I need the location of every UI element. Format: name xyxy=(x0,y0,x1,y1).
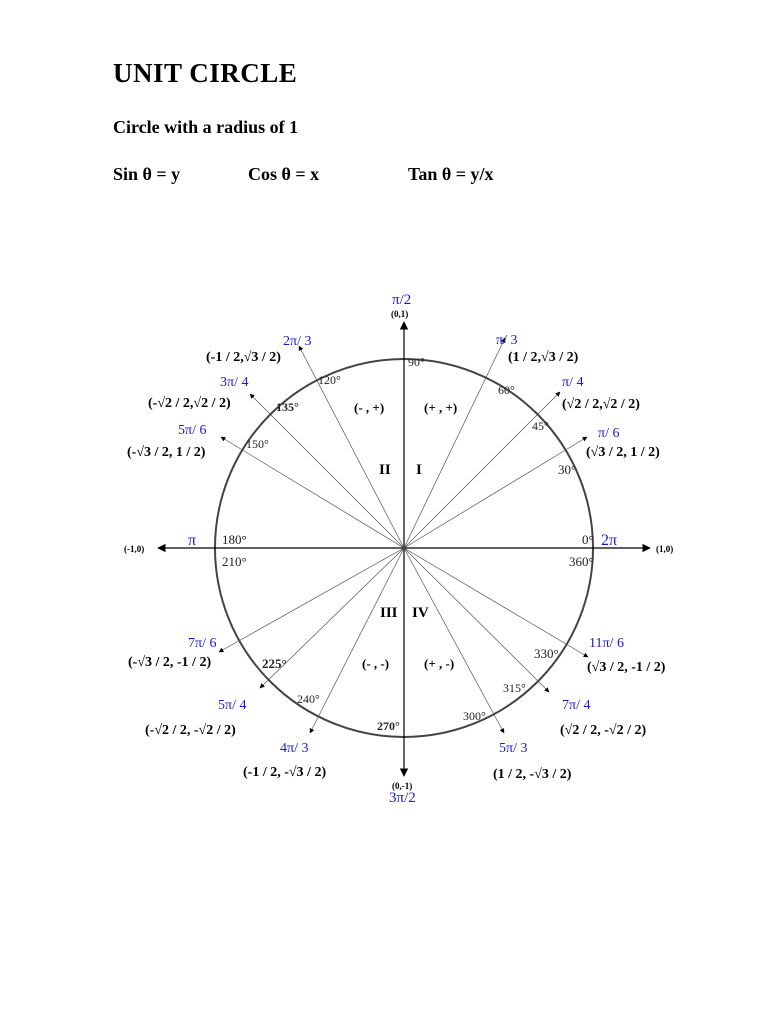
coord-60: (1 / 2,√3 / 2) xyxy=(508,350,579,365)
deg-30: 30° xyxy=(558,462,577,477)
coord-225: (-√2 / 2, -√2 / 2) xyxy=(145,723,236,738)
quadrant-label-iv: IV xyxy=(412,605,429,621)
coord-330: (√3 / 2, -1 / 2) xyxy=(587,660,666,675)
deg-120: 120° xyxy=(318,373,341,387)
deg-360: 360° xyxy=(569,554,594,569)
ray-330 xyxy=(404,548,588,657)
rad-pi-3: π/ 3 xyxy=(496,333,518,348)
deg-240: 240° xyxy=(297,692,320,706)
deg-150: 150° xyxy=(246,437,269,451)
rad-2pi-3: 2π/ 3 xyxy=(283,334,312,349)
page-title: UNIT CIRCLE xyxy=(113,58,298,88)
label-right-rad: 2π xyxy=(601,532,618,549)
ray-300 xyxy=(404,548,504,733)
coord-210: (-√3 / 2, -1 / 2) xyxy=(128,655,212,670)
deg-135: 135° xyxy=(276,400,299,414)
sign-q4: (+ , -) xyxy=(424,656,455,671)
deg-60: 60° xyxy=(498,383,515,397)
coord-135: (-√2 / 2,√2 / 2) xyxy=(148,396,231,411)
rad-5pi-6: 5π/ 6 xyxy=(178,423,207,438)
rad-7pi-6: 7π/ 6 xyxy=(188,636,217,651)
coord-300: (1 / 2, -√3 / 2) xyxy=(493,767,572,782)
ray-45 xyxy=(404,392,560,548)
tan-formula: Tan θ = y/x xyxy=(408,164,494,184)
ray-240 xyxy=(310,548,404,733)
quadrant-label-ii: II xyxy=(379,462,391,478)
coord-240: (-1 / 2, -√3 / 2) xyxy=(243,765,327,780)
label-right-coord: (1,0) xyxy=(656,544,674,554)
sign-q1: (+ , +) xyxy=(424,400,458,415)
ray-30 xyxy=(404,437,587,548)
deg-330: 330° xyxy=(534,646,559,661)
coord-30: (√3 / 2, 1 / 2) xyxy=(586,445,660,460)
rad-4pi-3: 4π/ 3 xyxy=(280,741,309,756)
deg-270: 270° xyxy=(377,719,400,733)
label-top-coord: (0,1) xyxy=(391,309,409,319)
rad-11pi-6: 11π/ 6 xyxy=(589,636,624,651)
rad-3pi-4: 3π/ 4 xyxy=(220,375,249,390)
label-left-rad: π xyxy=(188,532,197,549)
label-top-rad: π/2 xyxy=(392,292,412,308)
coord-315: (√2 / 2, -√2 / 2) xyxy=(560,723,647,738)
coord-120: (-1 / 2,√3 / 2) xyxy=(206,350,281,365)
coord-150: (-√3 / 2, 1 / 2) xyxy=(127,445,206,460)
rad-pi-6: π/ 6 xyxy=(598,426,620,441)
deg-225: 225° xyxy=(262,656,287,671)
quadrant-label-i: I xyxy=(416,462,422,478)
deg-315: 315° xyxy=(503,681,526,695)
label-bottom-coord: (0,-1) xyxy=(392,781,413,791)
deg-0: 0° xyxy=(582,532,594,547)
deg-180: 180° xyxy=(222,532,247,547)
ray-60 xyxy=(404,338,505,548)
coord-45: (√2 / 2,√2 / 2) xyxy=(562,397,640,412)
rad-pi-4: π/ 4 xyxy=(562,375,584,390)
deg-90: 90° xyxy=(408,355,425,369)
ray-120 xyxy=(299,346,404,548)
ray-210 xyxy=(219,548,404,652)
rad-5pi-3: 5π/ 3 xyxy=(499,741,528,756)
deg-45: 45° xyxy=(532,419,549,433)
ray-150 xyxy=(221,437,404,548)
label-bottom-rad: 3π/2 xyxy=(389,790,416,806)
rad-5pi-4: 5π/ 4 xyxy=(218,698,247,713)
quadrant-label-iii: III xyxy=(380,605,398,621)
deg-210-axis: 210° xyxy=(222,554,247,569)
sign-q2: (- , +) xyxy=(354,400,385,415)
label-left-coord: (-1,0) xyxy=(124,544,145,554)
subtitle: Circle with a radius of 1 xyxy=(113,117,299,137)
rad-7pi-4: 7π/ 4 xyxy=(562,698,591,713)
sin-formula: Sin θ = y xyxy=(113,164,181,184)
cos-formula: Cos θ = x xyxy=(248,164,320,184)
sign-q3: (- , -) xyxy=(362,656,390,671)
deg-300: 300° xyxy=(463,709,486,723)
